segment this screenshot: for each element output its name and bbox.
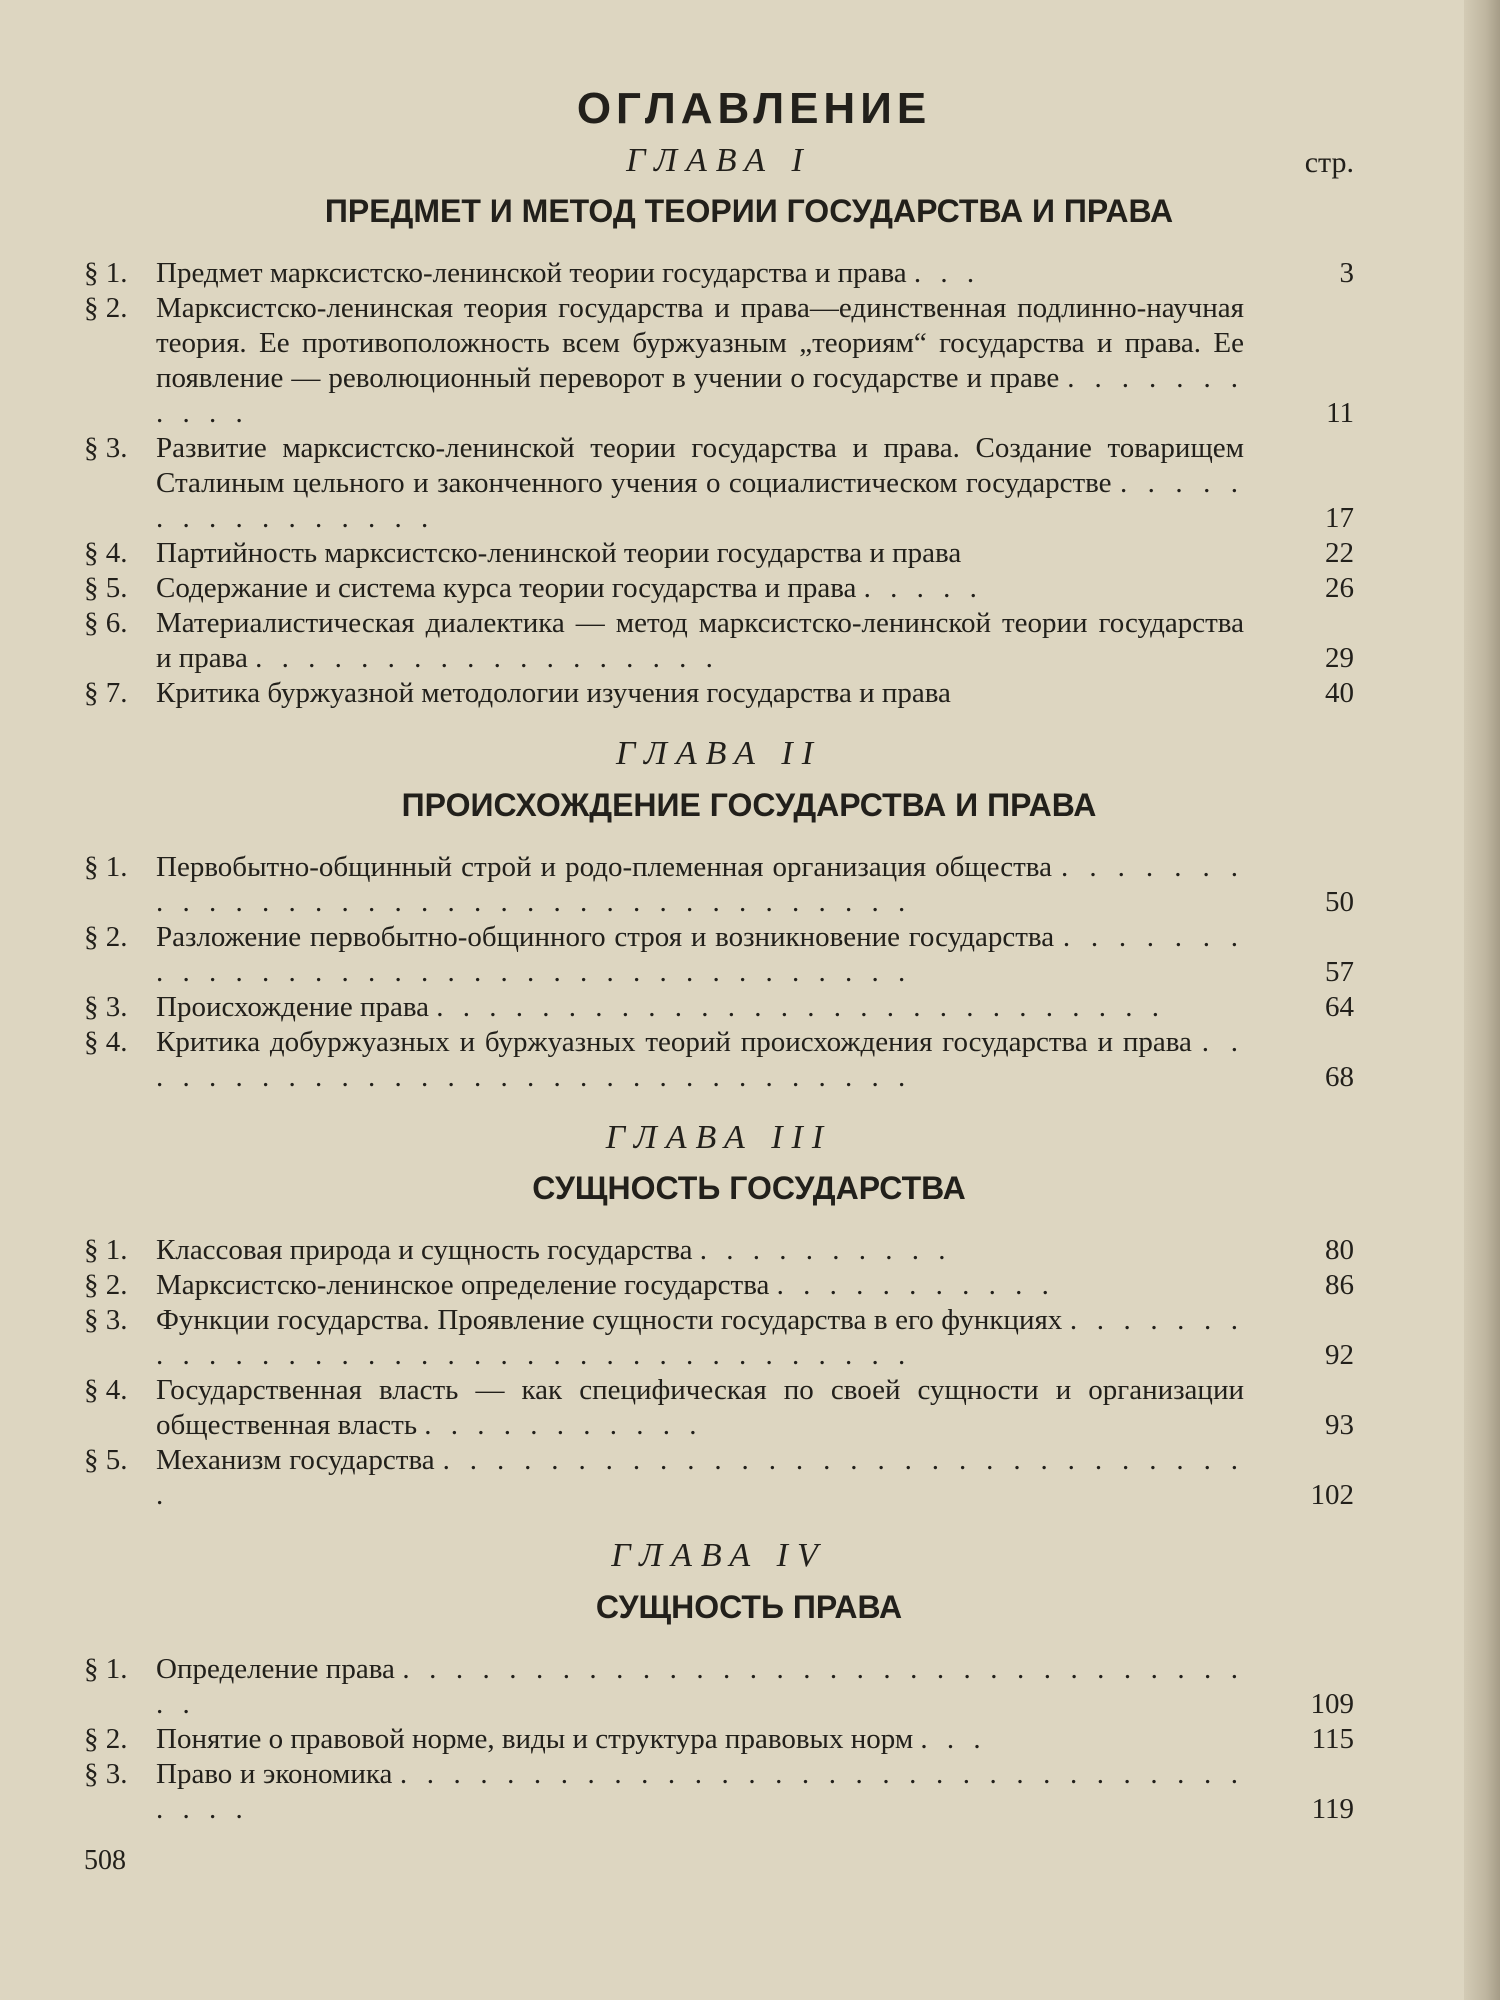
entry-title: Понятие о правовой норме, виды и структура правовых норм . . .	[156, 1722, 987, 1755]
chapter-heading	[84, 142, 1354, 179]
dot-leader: . . . . . . . . . . . . . . . . . . . . . . . . . . . . . . . . . . . .	[156, 850, 1245, 918]
entry-list	[84, 1233, 1354, 1513]
entry-title: Предмет марксистско-ленинской теории государства и права . . .	[156, 257, 981, 290]
section-number: § 3.	[84, 432, 128, 465]
entry-list	[84, 850, 1354, 1095]
chapter-heading	[84, 735, 1354, 772]
entry-title: Партийность марксистско-ленинской теории государства и права	[156, 537, 962, 570]
entry-title: Критика буржуазной методологии изучения государства и права	[156, 677, 951, 710]
chapter-title: ПРОИСХОЖДЕНИЕ ГОСУДАРСТВА И ПРАВА	[401, 786, 1097, 823]
page-number: 86	[1325, 1269, 1354, 1302]
page-number: 68	[1325, 1060, 1354, 1093]
entry-title: Критика добуржуазных и буржуазных теорий происхождения государства и права . . . . . . . . . . . . . . . . . . . . . . . . . . . . . . .	[156, 1025, 1245, 1093]
chapter-number: ГЛАВА III	[605, 1118, 833, 1156]
dot-leader: . . . . .	[863, 572, 983, 605]
toc-entry	[84, 1443, 1354, 1513]
toc-entry	[84, 1757, 1354, 1827]
page-number: 102	[1310, 1479, 1354, 1512]
section-number: § 5.	[84, 1444, 128, 1477]
toc-entry	[84, 1233, 1354, 1268]
entry-title: Право и экономика . . . . . . . . . . . . . . . . . . . . . . . . . . . . . . . . . . . .	[156, 1757, 1245, 1825]
dot-leader: . . . . . . . . . . . . . . . . . . . . . . . . . . . . . . . . . . . .	[156, 1757, 1245, 1825]
toc-entry	[84, 1373, 1354, 1443]
page-number: 22	[1325, 537, 1354, 570]
section-number: § 1.	[84, 1234, 128, 1267]
page-title: ОГЛАВЛЕНИЕ	[576, 84, 932, 133]
toc-entry	[84, 571, 1354, 606]
page-number: 3	[1339, 257, 1354, 290]
dot-leader: . . . . . . . . . . . . . . . . . . . . . . . . . . . . . . .	[156, 1444, 1245, 1512]
toc-entry	[84, 606, 1354, 676]
page-folio: 508	[84, 1845, 126, 1876]
book-gutter-shadow	[1464, 0, 1500, 2000]
toc-entry	[84, 536, 1354, 571]
entry-title: Определение права . . . . . . . . . . . . . . . . . . . . . . . . . . . . . . . . . .	[156, 1652, 1245, 1720]
chapter-title: ПРЕДМЕТ И МЕТОД ТЕОРИИ ГОСУДАРСТВА И ПРАВА	[324, 193, 1174, 230]
chapter-number: ГЛАВА II	[615, 735, 823, 773]
section-number: § 1.	[84, 257, 128, 290]
section-number: § 2.	[84, 292, 128, 325]
entry-title: Первобытно-общинный строй и родо-племенная организация общества . . . . . . . . . . . . . . . . . . . . . . . . . . . . . . . . . . . .	[156, 850, 1245, 918]
page-number: 115	[1311, 1722, 1354, 1755]
section-number: § 3.	[84, 1304, 128, 1337]
section-number: § 7.	[84, 677, 128, 710]
dot-leader: . . . . . . . . . . .	[424, 1409, 703, 1442]
chapter-4	[84, 1537, 1354, 1826]
dot-leader: . . . . . . . . . . . . . . . . . . . . . . . . . . . . . . . . . . . .	[156, 920, 1245, 988]
section-number: § 3.	[84, 1757, 128, 1790]
toc-entry	[84, 1722, 1354, 1757]
section-number: § 4.	[84, 1025, 128, 1058]
page-number: 17	[1325, 502, 1354, 535]
page-number: 50	[1325, 885, 1354, 918]
toc-entry	[84, 1268, 1354, 1303]
dot-leader: . . . . . . . . . . . . . . . . . . . . . . . . . . . .	[436, 990, 1166, 1023]
chapter-title: СУЩНОСТЬ ГОСУДАРСТВА	[532, 1170, 966, 1207]
dot-leader: . . . . . . . . . . . . . . . . . . . . . . . . . . . . . . .	[156, 1025, 1245, 1093]
page-number: 64	[1325, 990, 1354, 1023]
entry-title: Разложение первобытно-общинного строя и возникновение государства . . . . . . . . . . . . . . . . . . . . . . . . . . . . . . . . . . . .	[156, 920, 1245, 988]
toc-entry	[84, 431, 1354, 536]
section-number: § 1.	[84, 1652, 128, 1685]
page-number: 92	[1325, 1339, 1354, 1372]
chapter-title: СУЩНОСТЬ ПРАВА	[595, 1588, 903, 1625]
entry-list	[84, 1652, 1354, 1827]
entry-title: Происхождение права . . . . . . . . . . . . . . . . . . . . . . . . . . . .	[156, 990, 1166, 1023]
toc-entry	[84, 920, 1354, 990]
entry-title: Марксистско-ленинская теория государства и права—единственная подлинно-научная теория. Ее противоположность всем буржуазным „теориям“ государства и права. Ее появление — революционный переворот в учении о государстве и праве . . . . . . . . . . .	[156, 292, 1244, 430]
toc-entry	[84, 256, 1354, 291]
chapter-heading	[84, 1537, 1354, 1574]
dot-leader: . . . . . . . . . .	[699, 1234, 952, 1267]
dot-leader: . . . . . . . . . . . . . . . . . . . . . . . . . . . . . . . . . .	[156, 1652, 1245, 1720]
dot-leader: . . . . . . . . . . . . . . . .	[156, 467, 1245, 535]
toc-entry	[84, 850, 1354, 920]
toc-entry	[84, 1025, 1354, 1095]
entry-title: Механизм государства . . . . . . . . . . . . . . . . . . . . . . . . . . . . . . .	[156, 1444, 1245, 1512]
page-number: 40	[1325, 677, 1354, 710]
entry-title: Содержание и система курса теории государства и права . . . . .	[156, 572, 983, 605]
section-number: § 4.	[84, 537, 128, 570]
section-number: § 2.	[84, 1722, 128, 1755]
chapter-3	[84, 1119, 1354, 1513]
toc-entry	[84, 291, 1354, 431]
section-number: § 2.	[84, 920, 128, 953]
section-number: § 5.	[84, 572, 128, 605]
section-number: § 3.	[84, 990, 128, 1023]
entry-title: Марксистско-ленинское определение государства . . . . . . . . . . .	[156, 1269, 1055, 1302]
toc-entry	[84, 1652, 1354, 1722]
dot-leader: . . . . . . . . . . . . . . . . . . . . . . . . . . . . . . . . . . . .	[156, 1304, 1244, 1372]
chapter-1	[84, 142, 1354, 711]
entry-title: Государственная власть — как специфическая по своей сущности и организации общественная власть . . . . . . . . . . .	[156, 1374, 1244, 1442]
page-number: 29	[1325, 642, 1354, 675]
section-number: § 1.	[84, 850, 128, 883]
dot-leader: . . . . . . . . . . . . . . . . . .	[255, 642, 719, 675]
entry-title: Функции государства. Проявление сущности государства в его функциях . . . . . . . . . . . . . . . . . . . . . . . . . . . . . . . . . . . .	[156, 1304, 1244, 1372]
dot-leader: . . . . . . . . . . .	[776, 1269, 1055, 1302]
chapter-number: ГЛАВА I	[626, 142, 812, 179]
chapter-number: ГЛАВА IV	[611, 1537, 827, 1575]
section-number: § 6.	[84, 607, 128, 640]
page-number: 119	[1311, 1792, 1354, 1825]
page-number: 109	[1310, 1687, 1354, 1720]
page-number: 80	[1325, 1234, 1354, 1267]
page-number: 57	[1325, 955, 1354, 988]
toc-entry	[84, 1303, 1354, 1373]
dot-leader: . . .	[913, 257, 981, 290]
chapter-heading	[84, 1119, 1354, 1156]
page-column-label: стр.	[1304, 146, 1354, 179]
table-of-contents	[84, 84, 1354, 1851]
dot-leader: . . .	[920, 1722, 987, 1755]
section-number: § 2.	[84, 1269, 128, 1302]
entry-title: Материалистическая диалектика — метод марксистско-ленинской теории государства и права . . . . . . . . . . . . . . . . . .	[156, 607, 1244, 675]
section-number: § 4.	[84, 1374, 128, 1407]
toc-entry	[84, 676, 1354, 711]
toc-entry	[84, 990, 1354, 1025]
chapter-2	[84, 735, 1354, 1094]
entry-title: Развитие марксистско-ленинской теории государства и права. Создание товарищем Сталиным цельного и законченного учения о социалистическом государстве . . . . . . . . . . . . . . . .	[156, 432, 1245, 535]
entry-list	[84, 256, 1354, 711]
page-number: 93	[1325, 1409, 1354, 1442]
dot-leader: . . . . . . . . . . .	[156, 362, 1244, 430]
page-number: 11	[1326, 397, 1354, 430]
entry-title: Классовая природа и сущность государства . . . . . . . . . .	[156, 1234, 952, 1267]
page-number: 26	[1325, 572, 1354, 605]
